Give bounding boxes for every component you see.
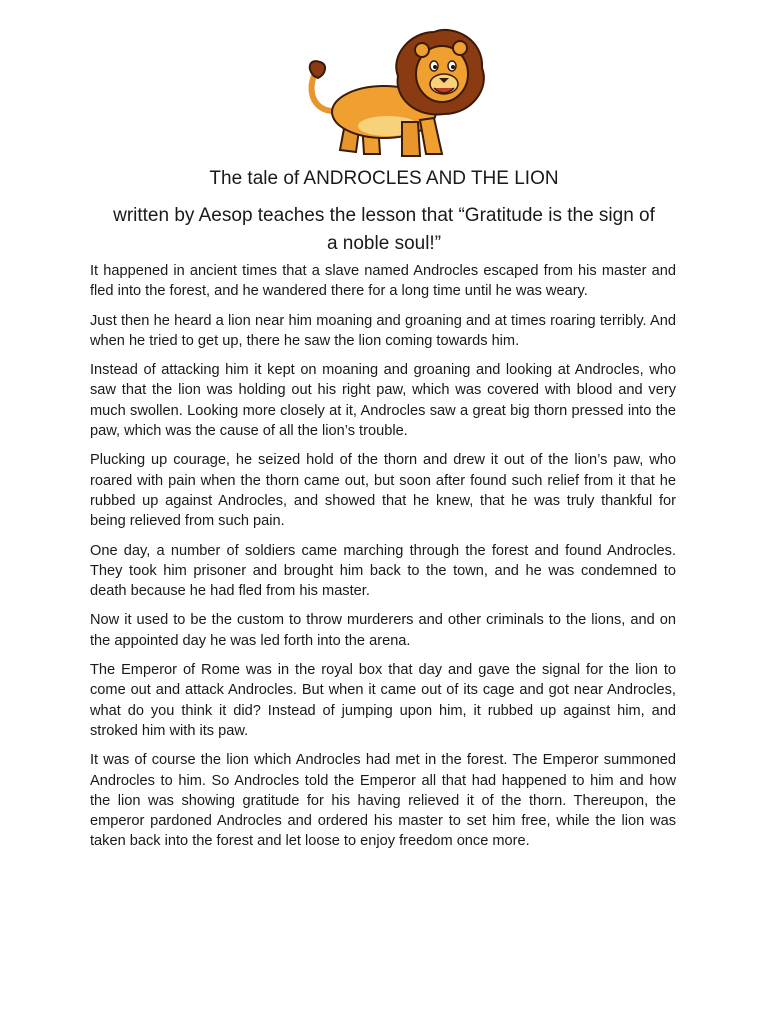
story-paragraph: Just then he heard a lion near him moaning and groaning and at times roaring terribly. And when he tried to get up, there he saw the lion coming towards him.	[90, 312, 676, 349]
story-paragraph: One day, a number of soldiers came marching through the forest and found Androcles. They took him prisoner and brought him back to the town, and he was condemned to death because he had fled from his master.	[90, 542, 676, 600]
lion-icon	[284, 18, 494, 168]
story-paragraph: It was of course the lion which Androcles had met in the forest. The Emperor summoned Androcles to him. So Androcles told the Emperor all that had happened to him and how the lion was showing gratitude for his having relieved it of the thorn. Thereupon, the emperor pardoned Androcles and ordered his master to set him free, while the lion was taken back into the forest and let loose to enjoy freedom once more.	[90, 752, 676, 850]
story-title: The tale of ANDROCLES AND THE LION	[209, 168, 559, 189]
story-body	[90, 261, 676, 861]
story-paragraph: Instead of attacking him it kept on moaning and groaning and looking at Androcles, who saw that the lion was holding out his right paw, which was covered with blood and very much swollen. Looking more closely at it, Androcles saw a great big thorn pressed into the paw, which was the cause of all the lion’s trouble.	[90, 362, 676, 440]
story-subtitle: written by Aesop teaches the lesson that “Gratitude is the sign of a noble soul!”	[113, 205, 655, 254]
story-paragraph: The Emperor of Rome was in the royal box that day and gave the signal for the lion to come out and attack Androcles. But when it came out of its cage and got near Androcles, what do you think it did? Instead of jumping upon him, it rubbed up against him, and stroked him with its paw.	[90, 662, 676, 739]
story-paragraph: Plucking up courage, he seized hold of the thorn and drew it out of the lion’s paw, who roared with pain when the thorn came out, but soon after found such relief from it that he rubbed up against Androcles, and showed that he knew, that he was truly thankful for being relieved from such pain.	[90, 452, 676, 530]
story-paragraph: Now it used to be the custom to throw murderers and other criminals to the lions, and on the appointed day he was led forth into the arena.	[90, 612, 676, 649]
lion-illustration	[284, 18, 494, 168]
story-paragraph: It happened in ancient times that a slave named Androcles escaped from his master and fled into the forest, and he wandered there for a long time until he was weary.	[90, 263, 676, 300]
